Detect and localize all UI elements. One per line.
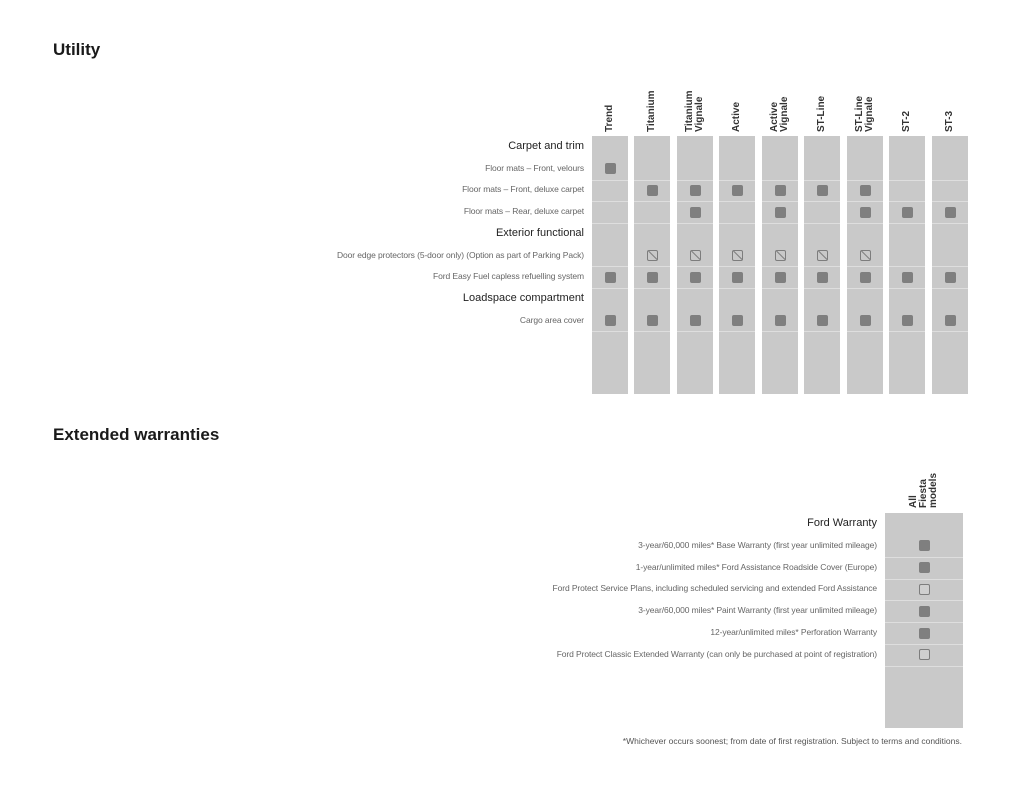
utility-title: Utility xyxy=(53,40,101,59)
row-divider xyxy=(762,266,798,267)
column-bg xyxy=(592,136,628,394)
row-label: Ford Protect Classic Extended Warranty (can only be purchased at point of registration) xyxy=(556,648,877,659)
row-divider xyxy=(762,223,798,224)
row-label: Ford Protect Service Plans, including scheduled servicing and extended Ford Assistance xyxy=(552,583,877,594)
column-header xyxy=(945,111,955,132)
row-divider xyxy=(885,579,963,580)
row-divider xyxy=(889,331,925,332)
row-divider xyxy=(719,331,755,332)
column-bg xyxy=(677,136,713,394)
row-divider xyxy=(634,223,670,224)
row-divider xyxy=(804,331,840,332)
row-divider xyxy=(885,600,963,601)
row-divider xyxy=(932,223,968,224)
column-header xyxy=(902,111,912,132)
column-header xyxy=(685,91,705,132)
column-bg xyxy=(889,136,925,394)
standard-mark xyxy=(919,540,930,551)
column-header xyxy=(909,473,939,508)
column-header xyxy=(770,97,790,132)
row-divider xyxy=(719,223,755,224)
row-divider xyxy=(885,644,963,645)
standard-mark xyxy=(902,272,913,283)
row-divider xyxy=(592,331,628,332)
row-divider xyxy=(592,223,628,224)
standard-mark xyxy=(945,207,956,218)
row-divider xyxy=(932,180,968,181)
row-divider xyxy=(889,201,925,202)
row-divider xyxy=(762,288,798,289)
row-divider xyxy=(932,201,968,202)
standard-mark xyxy=(690,315,701,326)
column-header-line: Vignale xyxy=(864,96,875,132)
option-mark xyxy=(647,250,658,261)
row-divider xyxy=(634,201,670,202)
group-label: Carpet and trim xyxy=(508,140,584,152)
row-divider xyxy=(634,331,670,332)
column-header xyxy=(817,96,827,132)
standard-mark xyxy=(860,207,871,218)
standard-mark xyxy=(775,272,786,283)
row-label: Ford Easy Fuel capless refuelling system xyxy=(433,271,584,282)
row-divider xyxy=(847,180,883,181)
column-header-line: Vignale xyxy=(694,96,705,132)
standard-mark xyxy=(647,315,658,326)
row-divider xyxy=(762,331,798,332)
option-mark xyxy=(860,250,871,261)
standard-mark xyxy=(605,272,616,283)
column-header-line: ST-Line xyxy=(854,95,865,132)
option-mark xyxy=(817,250,828,261)
column-bg xyxy=(719,136,755,394)
column-bg xyxy=(847,136,883,394)
row-divider xyxy=(847,201,883,202)
standard-mark xyxy=(919,628,930,639)
standard-mark xyxy=(817,272,828,283)
standard-mark xyxy=(945,272,956,283)
available-mark xyxy=(919,649,930,660)
group-label: Ford Warranty xyxy=(807,517,877,529)
row-divider xyxy=(932,266,968,267)
column-header xyxy=(605,105,615,132)
row-label: Door edge protectors (5-door only) (Option as part of Parking Pack) xyxy=(336,249,584,260)
row-divider xyxy=(719,266,755,267)
column-bg xyxy=(762,136,798,394)
standard-mark xyxy=(732,315,743,326)
row-divider xyxy=(885,666,963,667)
standard-mark xyxy=(647,185,658,196)
available-mark xyxy=(919,584,930,595)
row-divider xyxy=(677,180,713,181)
column-bg xyxy=(634,136,670,394)
group-label: Loadspace compartment xyxy=(462,291,584,304)
column-bg xyxy=(804,136,840,394)
row-divider xyxy=(932,288,968,289)
standard-mark xyxy=(860,272,871,283)
footnote: *Whichever occurs soonest; from date of first registration. Subject to terms and conditions. xyxy=(622,736,962,746)
standard-mark xyxy=(919,562,930,573)
row-divider xyxy=(889,180,925,181)
row-divider xyxy=(634,180,670,181)
column-header-line: models xyxy=(928,472,939,508)
standard-mark xyxy=(902,207,913,218)
standard-mark xyxy=(775,207,786,218)
row-divider xyxy=(847,223,883,224)
row-divider xyxy=(634,266,670,267)
standard-mark xyxy=(919,606,930,617)
standard-mark xyxy=(945,315,956,326)
standard-mark xyxy=(605,315,616,326)
standard-mark xyxy=(647,272,658,283)
row-divider xyxy=(885,622,963,623)
column-header xyxy=(732,102,742,132)
column-header xyxy=(647,91,657,132)
column-header-line: All xyxy=(908,495,919,508)
row-divider xyxy=(592,180,628,181)
row-divider xyxy=(677,288,713,289)
row-label: 1-year/unlimited miles* Ford Assistance Roadside Cover (Europe) xyxy=(635,561,877,572)
row-divider xyxy=(889,288,925,289)
row-label: Cargo area cover xyxy=(519,314,584,325)
row-label: Floor mats – Rear, deluxe carpet xyxy=(463,206,584,217)
row-divider xyxy=(677,201,713,202)
column-header-line: ST-2 xyxy=(901,110,912,132)
option-mark xyxy=(690,250,701,261)
row-label: Floor mats – Front, deluxe carpet xyxy=(462,184,584,195)
column-header-line: ST-3 xyxy=(944,110,955,132)
standard-mark xyxy=(775,315,786,326)
standard-mark xyxy=(690,185,701,196)
row-divider xyxy=(592,266,628,267)
standard-mark xyxy=(605,163,616,174)
option-mark xyxy=(732,250,743,261)
standard-mark xyxy=(817,315,828,326)
column-header-line: Fiesta xyxy=(918,479,929,508)
standard-mark xyxy=(902,315,913,326)
standard-mark xyxy=(860,315,871,326)
column-header-line: Titanium xyxy=(684,90,695,132)
standard-mark xyxy=(690,207,701,218)
column-header-line: Active xyxy=(769,101,780,132)
column-header-line: ST-Line xyxy=(816,95,827,132)
row-label: 12-year/unlimited miles* Perforation Warranty xyxy=(710,627,877,637)
row-divider xyxy=(847,266,883,267)
standard-mark xyxy=(732,272,743,283)
standard-mark xyxy=(860,185,871,196)
row-label: 3-year/60,000 miles* Paint Warranty (first year unlimited mileage) xyxy=(638,605,877,616)
row-divider xyxy=(592,201,628,202)
row-divider xyxy=(677,331,713,332)
row-divider xyxy=(847,331,883,332)
row-divider xyxy=(804,201,840,202)
column-header xyxy=(855,96,875,132)
row-divider xyxy=(719,180,755,181)
standard-mark xyxy=(817,185,828,196)
column-bg xyxy=(932,136,968,394)
row-divider xyxy=(889,223,925,224)
row-divider xyxy=(804,180,840,181)
row-divider xyxy=(804,266,840,267)
row-divider xyxy=(932,331,968,332)
column-header-line: Vignale xyxy=(779,96,790,132)
row-divider xyxy=(847,288,883,289)
row-divider xyxy=(804,223,840,224)
row-label: 3-year/60,000 miles* Base Warranty (first year unlimited mileage) xyxy=(638,539,877,550)
warranties-title: Extended warranties xyxy=(53,425,220,444)
row-divider xyxy=(677,266,713,267)
row-divider xyxy=(885,557,963,558)
row-divider xyxy=(804,288,840,289)
row-divider xyxy=(719,201,755,202)
row-divider xyxy=(762,180,798,181)
row-divider xyxy=(762,201,798,202)
column-header-line: Active xyxy=(731,101,742,132)
row-divider xyxy=(677,223,713,224)
row-divider xyxy=(634,288,670,289)
option-mark xyxy=(775,250,786,261)
standard-mark xyxy=(775,185,786,196)
row-divider xyxy=(889,266,925,267)
row-divider xyxy=(719,288,755,289)
group-label: Exterior functional xyxy=(495,226,584,239)
column-header-line: Trend xyxy=(604,104,615,132)
row-divider xyxy=(592,288,628,289)
row-label: Floor mats – Front, velours xyxy=(485,162,584,173)
standard-mark xyxy=(732,185,743,196)
standard-mark xyxy=(690,272,701,283)
column-header-line: Titanium xyxy=(646,90,657,132)
